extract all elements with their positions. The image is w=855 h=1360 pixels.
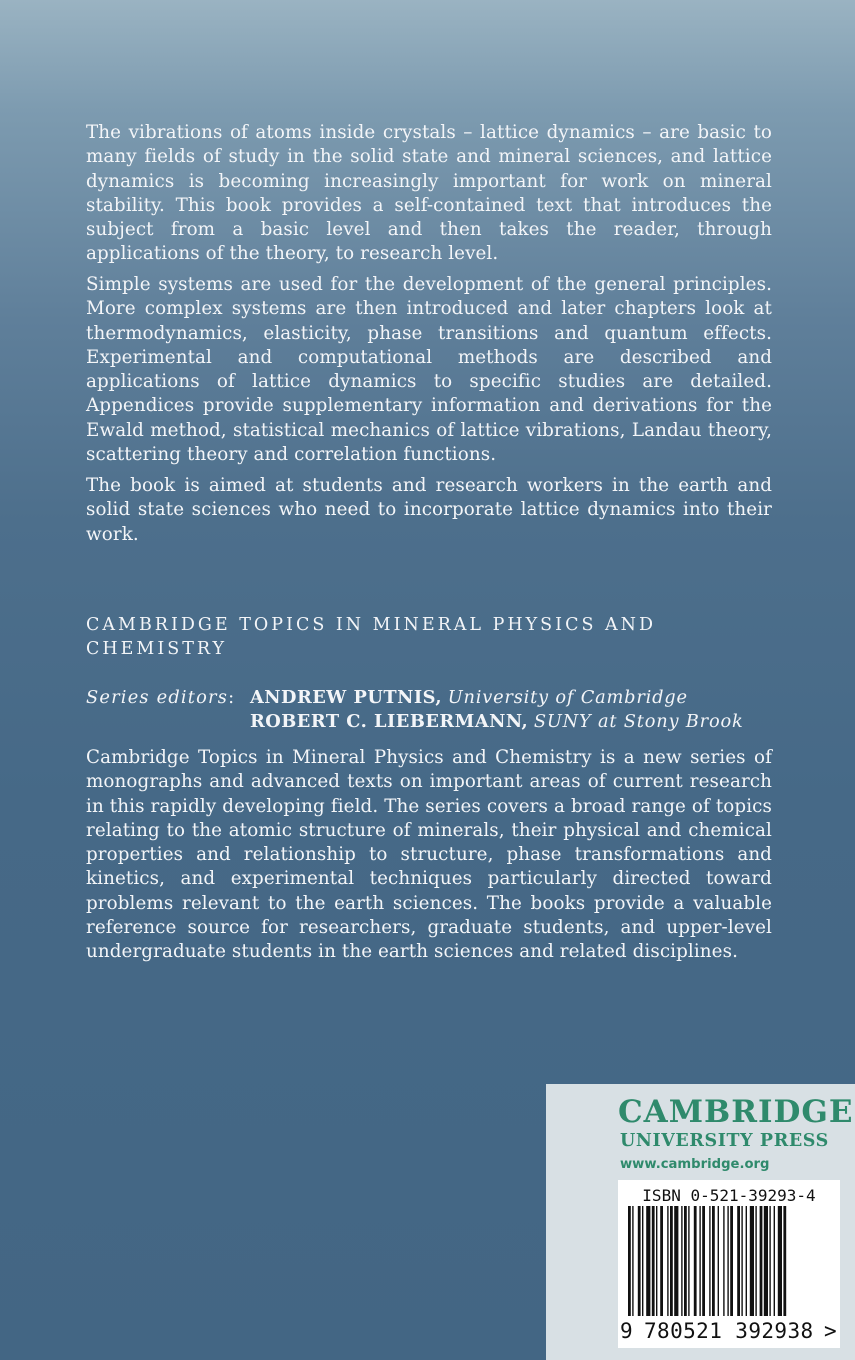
editor-2 [250, 710, 744, 734]
ean-first-digit: 9 [620, 1319, 633, 1343]
series-editors-label: Series editors: [86, 687, 236, 708]
barcode-bar [727, 1206, 728, 1316]
barcode-bar [674, 1206, 678, 1316]
barcode-bar [709, 1206, 710, 1316]
barcode-bar [694, 1206, 697, 1316]
barcode-bar [774, 1206, 775, 1316]
barcode-bar [638, 1206, 641, 1316]
barcode-bar [764, 1206, 768, 1316]
ean-digit-groups: 780521 392938 [644, 1319, 814, 1343]
ean-arrow: > [824, 1319, 837, 1343]
barcode-bar [755, 1206, 756, 1316]
series-editors [0, 686, 855, 746]
barcode-bar [628, 1206, 631, 1316]
barcode-bar [681, 1206, 682, 1316]
barcode-bar [712, 1206, 715, 1316]
isbn-label: ISBN 0-521-39293-4 [642, 1186, 816, 1205]
publisher-url[interactable]: www.cambridge.org [620, 1157, 770, 1172]
barcode-bar [769, 1206, 770, 1316]
barcode-bar [702, 1206, 705, 1316]
barcode-bar [646, 1206, 650, 1316]
series-title: CAMBRIDGE TOPICS IN MINERAL PHYSICS AND CHEMISTRY [86, 615, 657, 659]
blurb-paragraph-1: The vibrations of atoms inside crystals – lattice dynamics – are basic to many fields of study in the solid state and mineral sciences, and lattice dynamics is becoming increasingly important for work on mineral stability. This book provides a self-contained text that introduces the subject from a basic level and then takes the reader, through applications of the theory, to research level. [86, 122, 772, 265]
barcode-bar [699, 1206, 700, 1316]
barcode-bar [746, 1206, 747, 1316]
barcode-bar [684, 1206, 687, 1316]
publisher-subtitle: UNIVERSITY PRESS [620, 1131, 829, 1151]
barcode-bar [741, 1206, 742, 1316]
barcode-bar [652, 1206, 655, 1316]
barcode-bar [632, 1206, 633, 1316]
barcode-bar [750, 1206, 754, 1316]
barcode-bar [688, 1206, 689, 1316]
series-description: Cambridge Topics in Mineral Physics and Chemistry is a new series of monographs and advanced texts on important areas of current research in this rapidly developing field. The series covers a broad range of topics relating to the atomic structure of minerals, their physical and chemical properties and relationship to structure, phase transformations and kinetics, and experimental techniques particularly directed toward problems relevant to the earth sciences. The books provide a valuable reference source for researchers, graduate students, and upper-level undergraduate students in the earth sciences and related disciplines. [86, 747, 772, 963]
barcode-bar [737, 1206, 740, 1316]
publisher-name: CAMBRIDGE [618, 1094, 854, 1130]
barcode-bar [670, 1206, 673, 1316]
barcode-card [618, 1180, 840, 1348]
editor-1 [250, 686, 688, 710]
barcode-bar [783, 1206, 786, 1316]
editor-1-name: ANDREW PUTNIS, [250, 687, 443, 708]
editor-2-name: ROBERT C. LIEBERMANN, [250, 711, 529, 732]
barcode-bars [624, 1206, 834, 1318]
barcode-bar [730, 1206, 733, 1316]
barcode-bar [778, 1206, 782, 1316]
barcode-bar [760, 1206, 763, 1316]
blurb-paragraph-3: The book is aimed at students and research workers in the earth and solid state sciences who need to incorporate lattice dynamics into their work. [86, 475, 772, 545]
barcode-bar [667, 1206, 668, 1316]
barcode-bar [660, 1206, 663, 1316]
barcode-bar [723, 1206, 724, 1316]
editor-2-affiliation: SUNY at Stony Brook [533, 711, 744, 732]
publisher-box [546, 1084, 855, 1360]
barcode-bar [718, 1206, 719, 1316]
barcode-bar [656, 1206, 657, 1316]
editor-1-affiliation: University of Cambridge [447, 687, 688, 708]
blurb-paragraph-2: Simple systems are used for the development of the general principles. More complex systems are then introduced and later chapters look at thermodynamics, elasticity, phase transitions and quantum effects. Experimental and computational methods are described and applications of lattice dynamics to specific studies are detailed. Appendices provide supplementary information and derivations for the Ewald method, statistical mechanics of lattice vibrations, Landau theory, scattering theory and correlation functions. [86, 274, 772, 466]
barcode-bar [642, 1206, 643, 1316]
